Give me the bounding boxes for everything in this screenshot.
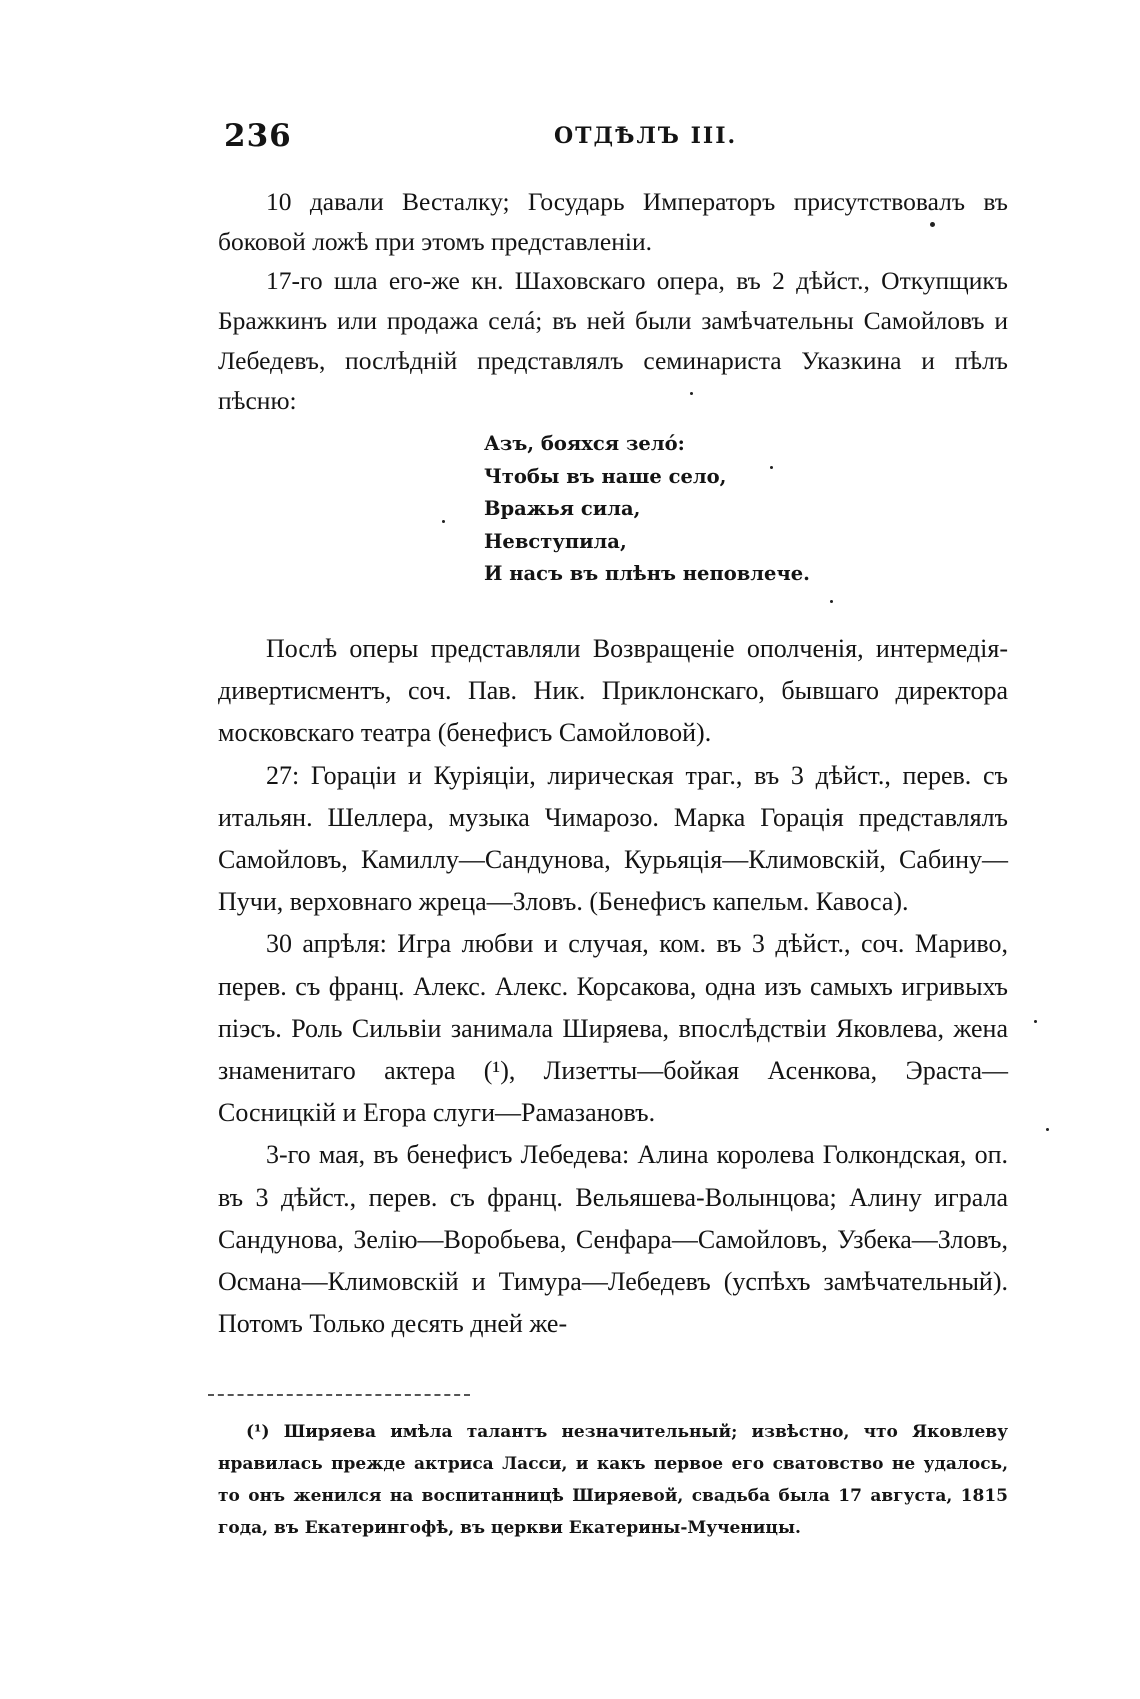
page-header — [224, 118, 1006, 158]
print-speck — [1034, 1020, 1037, 1023]
verse-line: Чтобы въ наше село, — [484, 464, 727, 488]
verse-line: Азъ, бояхся зелó: — [484, 432, 685, 455]
footnote: (¹) Ширяева имѣла талантъ незначительный; извѣстно, что Яковлеву нравилась прежде актриса Ласси, и какъ первое его сватовство не удалось, то онъ женился на воспитанницѣ Ширяевой, свадьба была 17 августа, 1815 года, въ Екатерингофѣ, въ церкви Екатерины-Мученицы. — [218, 1422, 1008, 1538]
running-head: ОТДѢЛЪ III. — [554, 123, 738, 149]
body-text-bottom — [218, 628, 1008, 1345]
print-speck — [830, 600, 833, 603]
paragraph-otkupshchik: 17-го шла его-же кн. Шаховскаго опера, въ 2 дѣйст., Откупщикъ Бражкинъ или продажа селá; въ ней были замѣчательны Самойловъ и Лебедевъ, послѣдній представлялъ семинариста Указкина и пѣлъ пѣсню: — [218, 266, 1008, 415]
verse-line: И насъ въ плѣнъ неповлече. — [484, 562, 810, 585]
paragraph-igra-lyubvi: 30 апрѣля: Игра любви и случая, ком. въ 3 дѣйст., соч. Мариво, перев. съ франц. Алекс. Алекс. Корсакова, одна изъ самыхъ игривыхъ піэсъ. Роль Сильвіи занимала Ширяева, впослѣдствіи Яковлева, жена знаменитаго актера (¹), Лизетты—бойкая Асенкова, Эраста—Сосницкій и Егора слуги—Рамазановъ. — [218, 929, 1008, 1128]
print-speck — [1046, 1128, 1049, 1131]
song-verse — [484, 428, 810, 591]
verse-line: Невступила, — [484, 529, 627, 553]
print-speck — [930, 222, 935, 227]
paragraph-alina: 3-го мая, въ бенефисъ Лебедева: Алина королева Голкондская, оп. въ 3 дѣйст., перев. съ франц. Вельяшева-Волынцова; Алину играла Сандунова, Зелію—Воробьева, Сенфара—Самойловъ, Узбека—Зловъ, Османа—Климовскій и Тимура—Лебедевъ (успѣхъ замѣчательный). Потомъ Только десять дней же- — [218, 1140, 1008, 1339]
footnote-divider — [208, 1394, 470, 1396]
body-text-top — [218, 182, 1008, 420]
print-speck — [770, 466, 773, 469]
paragraph-horatii: 27: Гораціи и Куріяціи, лирическая траг., въ 3 дѣйст., перев. съ итальян. Шеллера, музыка Чимарозо. Марка Горація представлялъ Самойловъ, Камиллу—Сандунова, Курьяція—Климовскій, Сабину—Пучи, верховнаго жреца—Зловъ. (Бенефисъ капельм. Кавоса). — [218, 760, 1008, 917]
print-speck — [690, 392, 693, 395]
paragraph-vozvrashchenie: Послѣ оперы представляли Возвращеніе ополченія, интермедія-дивертисментъ, соч. Пав. Ник. Приклонскаго, бывшаго директора московскаго театра (бенефисъ Самойловой). — [218, 634, 1008, 748]
page-number: 236 — [224, 118, 292, 154]
paragraph-vestalka: 10 давали Весталку; Государь Императоръ присутствовалъ въ боковой ложѣ при этомъ представленіи. — [218, 187, 1008, 256]
print-speck — [442, 520, 445, 523]
verse-line: Вражья сила, — [484, 497, 641, 520]
